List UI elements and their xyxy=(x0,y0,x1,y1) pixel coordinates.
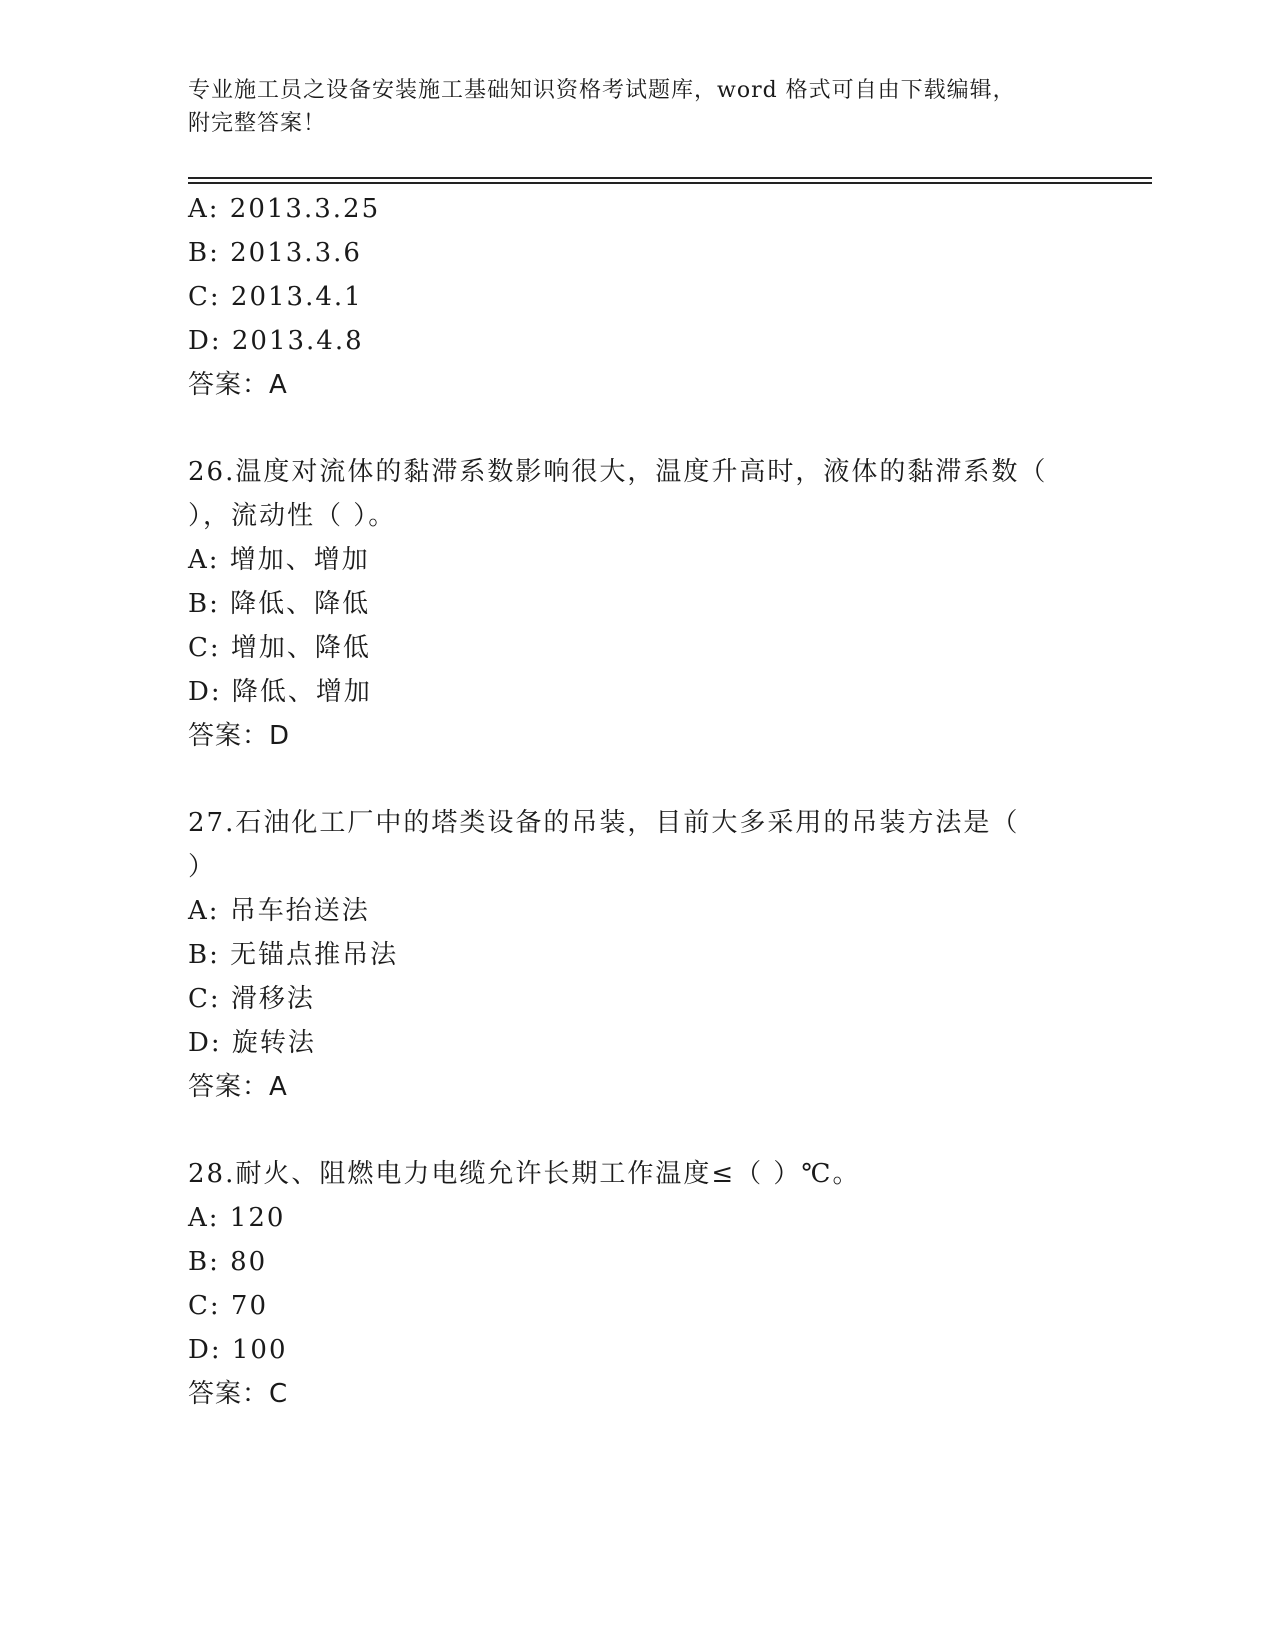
q27-option-b: B: 无锚点推吊法 xyxy=(188,940,399,970)
q27-answer: 答案：A xyxy=(188,1072,288,1102)
q26-option-a: A: 增加、增加 xyxy=(188,545,370,575)
q26-option-c: C: 增加、降低 xyxy=(188,633,371,663)
q25-option-b: B: 2013.3.6 xyxy=(188,238,362,268)
q27-option-c: C: 滑移法 xyxy=(188,984,315,1014)
header-divider-bottom xyxy=(188,182,1152,184)
q26-option-d: D: 降低、增加 xyxy=(188,677,372,707)
q28-option-c: C: 70 xyxy=(188,1291,269,1321)
header-line-2: 附完整答案！ xyxy=(188,111,327,136)
q25-option-c: C: 2013.4.1 xyxy=(188,282,363,312)
q27-option-a: A: 吊车抬送法 xyxy=(188,896,370,926)
document-header xyxy=(188,74,1068,140)
q27-option-d: D: 旋转法 xyxy=(188,1028,316,1058)
q28-option-d: D: 100 xyxy=(188,1335,288,1365)
q26-answer: 答案：D xyxy=(188,721,291,751)
q26-option-b: B: 降低、降低 xyxy=(188,589,371,619)
header-divider-top xyxy=(188,177,1152,179)
q25-answer: 答案：A xyxy=(188,370,288,400)
q25-option-a: A: 2013.3.25 xyxy=(188,194,381,224)
q28-option-b: B: 80 xyxy=(188,1247,268,1277)
q25-option-d: D: 2013.4.8 xyxy=(188,326,364,356)
q28-option-a: A: 120 xyxy=(188,1203,286,1233)
q28-answer: 答案：C xyxy=(188,1379,289,1409)
q26-stem-line-2: ），流动性（ ）。 xyxy=(188,501,397,531)
q28-stem-line-1: 28.耐火、阻燃电力电缆允许长期工作温度≤（ ）℃。 xyxy=(188,1159,861,1189)
q27-stem-line-1: 27.石油化工厂中的塔类设备的吊装，目前大多采用的吊装方法是（ xyxy=(188,808,1020,838)
q27-stem-line-2: ） xyxy=(188,852,217,882)
q26-stem-line-1: 26.温度对流体的黏滞系数影响很大，温度升高时，液体的黏滞系数（ xyxy=(188,457,1048,487)
header-line-1: 专业施工员之设备安装施工基础知识资格考试题库，word 格式可自由下载编辑， xyxy=(188,78,1016,103)
